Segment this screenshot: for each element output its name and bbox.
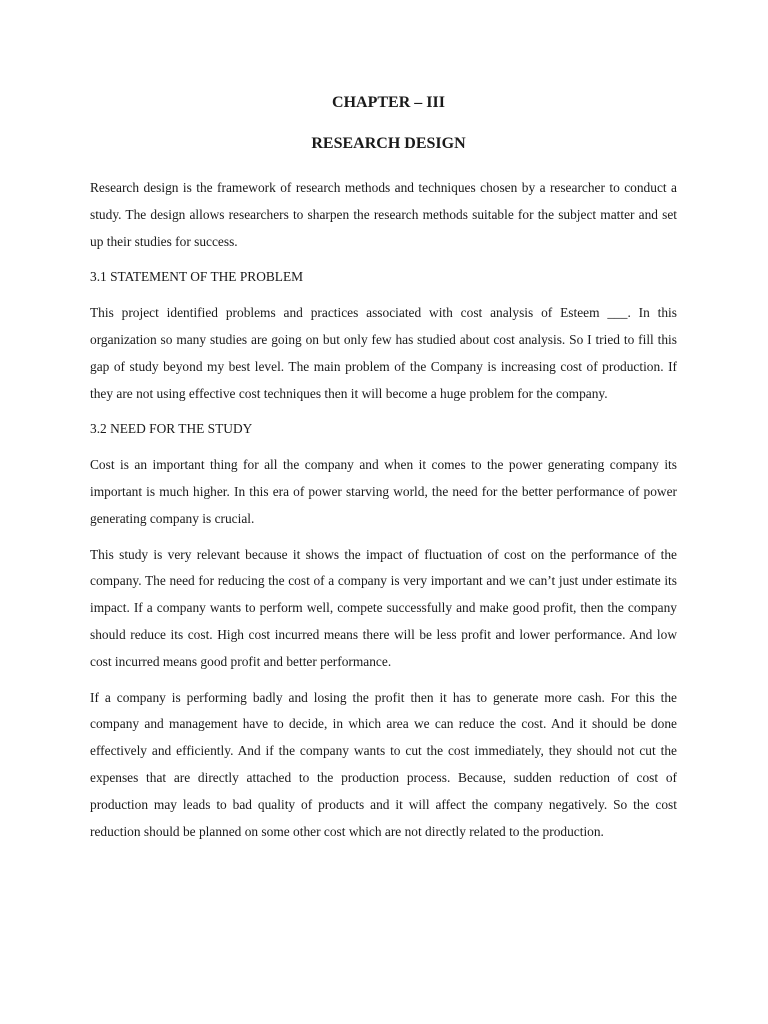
- need-paragraph-3: If a company is performing badly and losing the profit then it has to generate more cash. For this the company and management have to decide, in which area we can reduce the cost. And it should be done effectively and efficiently. And if the company wants to cut the cost immediately, they should not cut the expenses that are directly attached to the production process. Because, sudden reduction of cost of production may leads to bad quality of products and it will affect the company negatively. So the cost reduction should be planned on some other cost which are not directly related to the production.: [90, 689, 677, 839]
- chapter-heading: CHAPTER – III: [332, 94, 445, 111]
- need-paragraph-1: Cost is an important thing for all the company and when it comes to the power generating company its important is much higher. In this era of power starving world, the need for the better performance of power generating company is crucial.: [90, 457, 677, 526]
- section-heading-need: 3.2 NEED FOR THE STUDY: [90, 421, 253, 437]
- need-paragraph-2: This study is very relevant because it shows the impact of fluctuation of cost on the performance of the company. The need for reducing the cost of a company is very important and we can’t just under estimate its impact. If a company wants to perform well, compete successfully and make good profit, then the company should reduce its cost. High cost incurred means there will be less profit and lower performance. And low cost incurred means good profit and better performance.: [90, 546, 677, 669]
- section-heading-problem: 3.1 STATEMENT OF THE PROBLEM: [90, 269, 304, 285]
- problem-paragraph: This project identified problems and practices associated with cost analysis of Esteem ___. In this organization so many studies are going on but only few has studied about cost analysis. So I tried to fill this gap of study beyond my best level. The main problem of the Company is increasing cost of production. If they are not using effective cost techniques then it will become a huge problem for the company.: [90, 305, 677, 401]
- page-title: RESEARCH DESIGN: [311, 135, 466, 152]
- document-page: [90, 92, 677, 854]
- intro-paragraph: Research design is the framework of research methods and techniques chosen by a researcher to conduct a study. The design allows researchers to sharpen the research methods suitable for the subject matter and set up their studies for success.: [90, 180, 677, 249]
